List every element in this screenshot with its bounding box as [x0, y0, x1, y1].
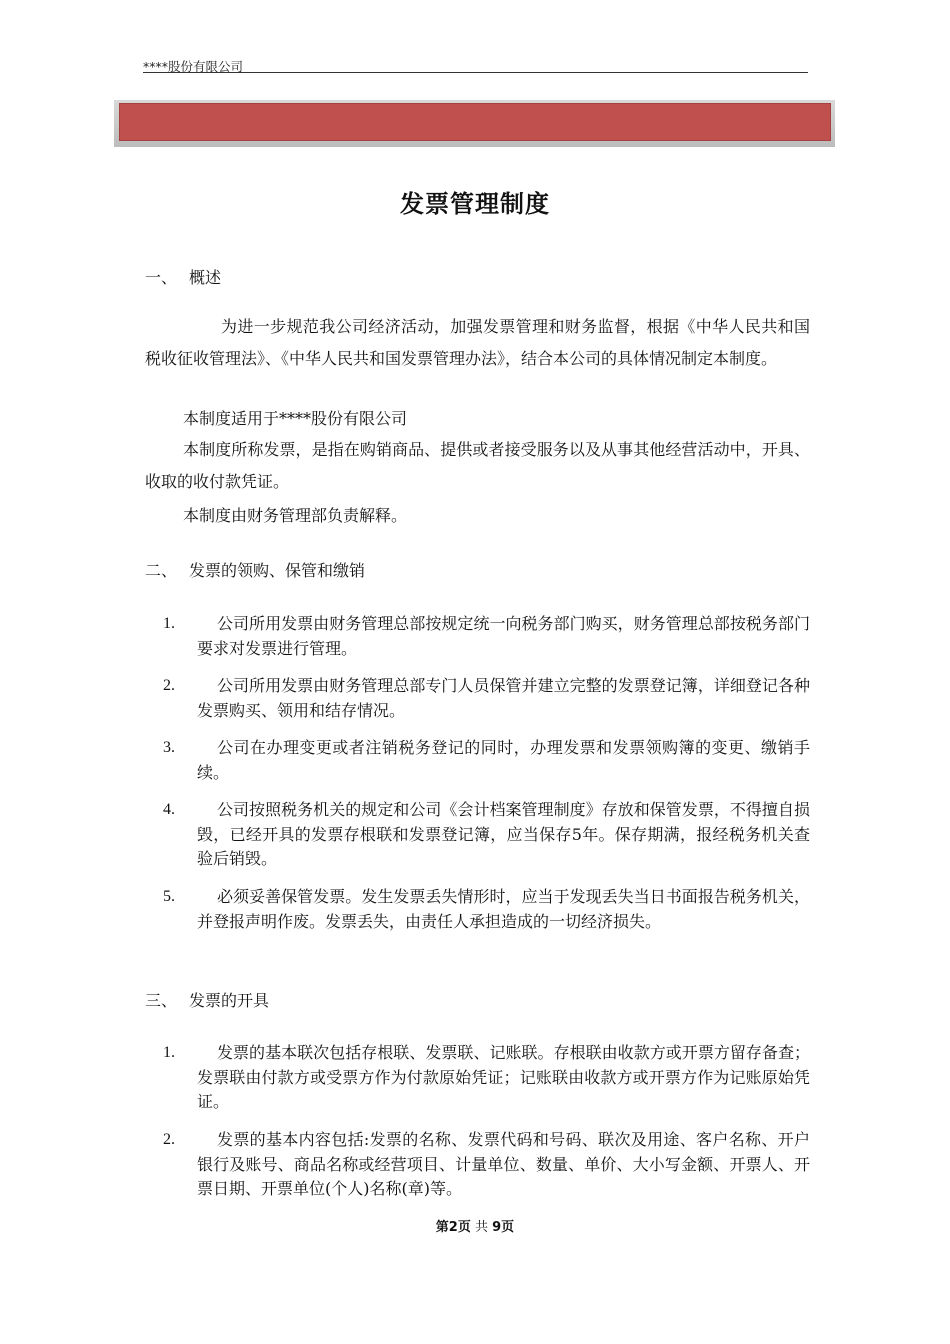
- page-number: 第2页: [435, 1220, 471, 1235]
- list-number: 2.: [163, 1131, 175, 1148]
- page-separator: 共: [474, 1220, 488, 1235]
- list-number: 3.: [163, 739, 175, 756]
- section-heading-3: [145, 988, 269, 1011]
- list-text: 公司所用发票由财务管理总部按规定统一向税务部门购买，财务管理总部按税务部门要求对发票进行管理。: [197, 614, 810, 658]
- header-rule: [143, 72, 808, 73]
- page-total: 9页: [492, 1220, 515, 1235]
- list-item: [145, 885, 810, 934]
- list-number: 1.: [163, 615, 175, 632]
- list-number: 1.: [163, 1044, 175, 1061]
- paragraph: 本制度所称发票，是指在购销商品、提供或者接受服务以及从事其他经营活动中，开具、收取的收付款凭证。: [145, 440, 810, 491]
- paragraph: 本制度由财务管理部负责解释。: [183, 506, 408, 525]
- list-item: [145, 612, 810, 661]
- list-number: 5.: [163, 888, 175, 905]
- page-footer: [0, 1216, 950, 1235]
- header-company: ****股份有限公司: [143, 59, 244, 74]
- section-number: 一、: [145, 268, 178, 287]
- list-item: [145, 674, 810, 723]
- paragraph: 本制度适用于****股份有限公司: [183, 409, 408, 428]
- section-title: 发票的开具: [189, 991, 270, 1010]
- section-heading-1: [145, 265, 221, 288]
- list-text: 发票的基本内容包括:发票的名称、发票代码和号码、联次及用途、客户名称、开户银行及账号、商品名称或经营项目、计量单位、数量、单价、大小写金额、开票人、开票日期、开票单位(个人)名称(章)等。: [197, 1130, 810, 1198]
- list-item: [145, 798, 810, 872]
- list-item: [145, 736, 810, 785]
- list-text: 公司在办理变更或者注销税务登记的同时，办理发票和发票领购簿的变更、缴销手续。: [197, 738, 810, 782]
- section-title: 发票的领购、保管和缴销: [189, 561, 366, 580]
- paragraph: 为进一步规范我公司经济活动，加强发票管理和财务监督，根据《中华人民共和国税收征收管理法》、《中华人民共和国发票管理办法》，结合本公司的具体情况制定本制度。: [145, 317, 810, 368]
- list-number: 2.: [163, 677, 175, 694]
- list-text: 公司所用发票由财务管理总部专门人员保管并建立完整的发票登记簿，详细登记各种发票购买、领用和结存情况。: [197, 676, 810, 720]
- list-text: 发票的基本联次包括存根联、发票联、记账联。存根联由收款方或开票方留存备查；发票联由付款方或受票方作为付款原始凭证；记账联由收款方或开票方作为记账原始凭证。: [197, 1043, 810, 1111]
- section-heading-2: [145, 558, 365, 581]
- list-text: 必须妥善保管发票。发生发票丢失情形时，应当于发现丢失当日书面报告税务机关，并登报声明作废。发票丢失，由责任人承担造成的一切经济损失。: [197, 887, 810, 931]
- list-item: [145, 1128, 810, 1202]
- document-title: 发票管理制度: [400, 190, 550, 218]
- section-number: 三、: [145, 991, 178, 1010]
- section-number: 二、: [145, 561, 178, 580]
- title-banner: [119, 103, 831, 141]
- section-title: 概述: [189, 268, 222, 287]
- list-text: 公司按照税务机关的规定和公司《会计档案管理制度》存放和保管发票，不得擅自损毁，已经开具的发票存根联和发票登记簿，应当保存5年。保存期满，报经税务机关查验后销毁。: [197, 800, 810, 868]
- list-number: 4.: [163, 801, 175, 818]
- list-item: [145, 1041, 810, 1115]
